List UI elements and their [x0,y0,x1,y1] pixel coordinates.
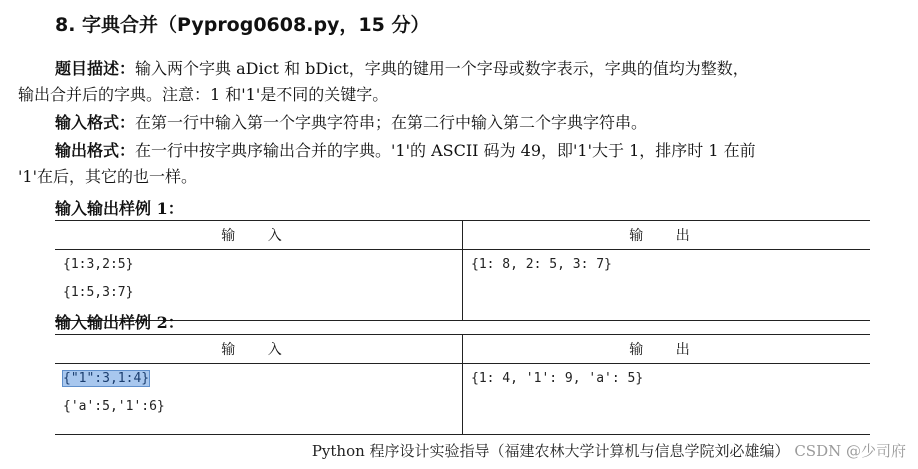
sample-2-input-header: 输 入 [55,335,463,364]
sample-1-heading: 输入输出样例 1： [55,199,184,218]
sample-2-output-header: 输 出 [463,335,871,364]
sample-2-table [55,334,870,435]
output-format-line-2: '1'在后，其它的也一样。 [18,167,197,186]
watermark: CSDN @少司府 [794,442,906,460]
sample-2-output-cell [463,364,871,435]
description-label: 题目描述： [55,59,136,78]
sample-2-input-cell [55,364,463,435]
sample-1-output-cell [463,250,871,321]
sample-1-input-header: 输 入 [55,221,463,250]
output-format-line-1 [55,138,756,164]
sample-1-input-line: {1:5,3:7} [63,285,134,300]
input-format-label: 输入格式： [55,113,136,132]
sample-1-output-line: {1: 8, 2: 5, 3: 7} [471,257,612,272]
problem-title: 8. 字典合并（Pyprog0608.py，15 分） [55,14,430,36]
footer-text: Python 程序设计实验指导（福建农林大学计算机与信息学院刘必雄编） [311,442,790,460]
description-line-2: 输出合并后的字典。注意：1 和'1'是不同的关键字。 [18,85,389,104]
sample-1-input-line: {1:3,2:5} [63,257,134,272]
sample-2-output-line: {1: 4, '1': 9, 'a': 5} [471,371,644,386]
page-footer [312,440,906,461]
sample-1-output-header: 输 出 [463,221,871,250]
input-format-text: 在第一行中输入第一个字典字符串；在第二行中输入第二个字典字符串。 [135,113,648,132]
description-text-1: 输入两个字典 aDict 和 bDict，字典的键用一个字母或数字表示，字典的值均为整数， [135,59,749,78]
sample-1-table [55,220,870,321]
sample-2-heading: 输入输出样例 2： [55,313,184,332]
description-line-1 [55,56,749,82]
selected-text[interactable]: {"1":3,1:4} [63,371,150,386]
output-format-text-1: 在一行中按字典序输出合并的字典。'1'的 ASCII 码为 49，即'1'大于 1，排序时 1 在前 [135,141,756,160]
sample-2-input-line[interactable] [63,370,456,398]
input-format [55,110,647,136]
sample-2-input-line: {'a':5,'1':6} [63,399,165,414]
output-format-label: 输出格式： [55,141,136,160]
